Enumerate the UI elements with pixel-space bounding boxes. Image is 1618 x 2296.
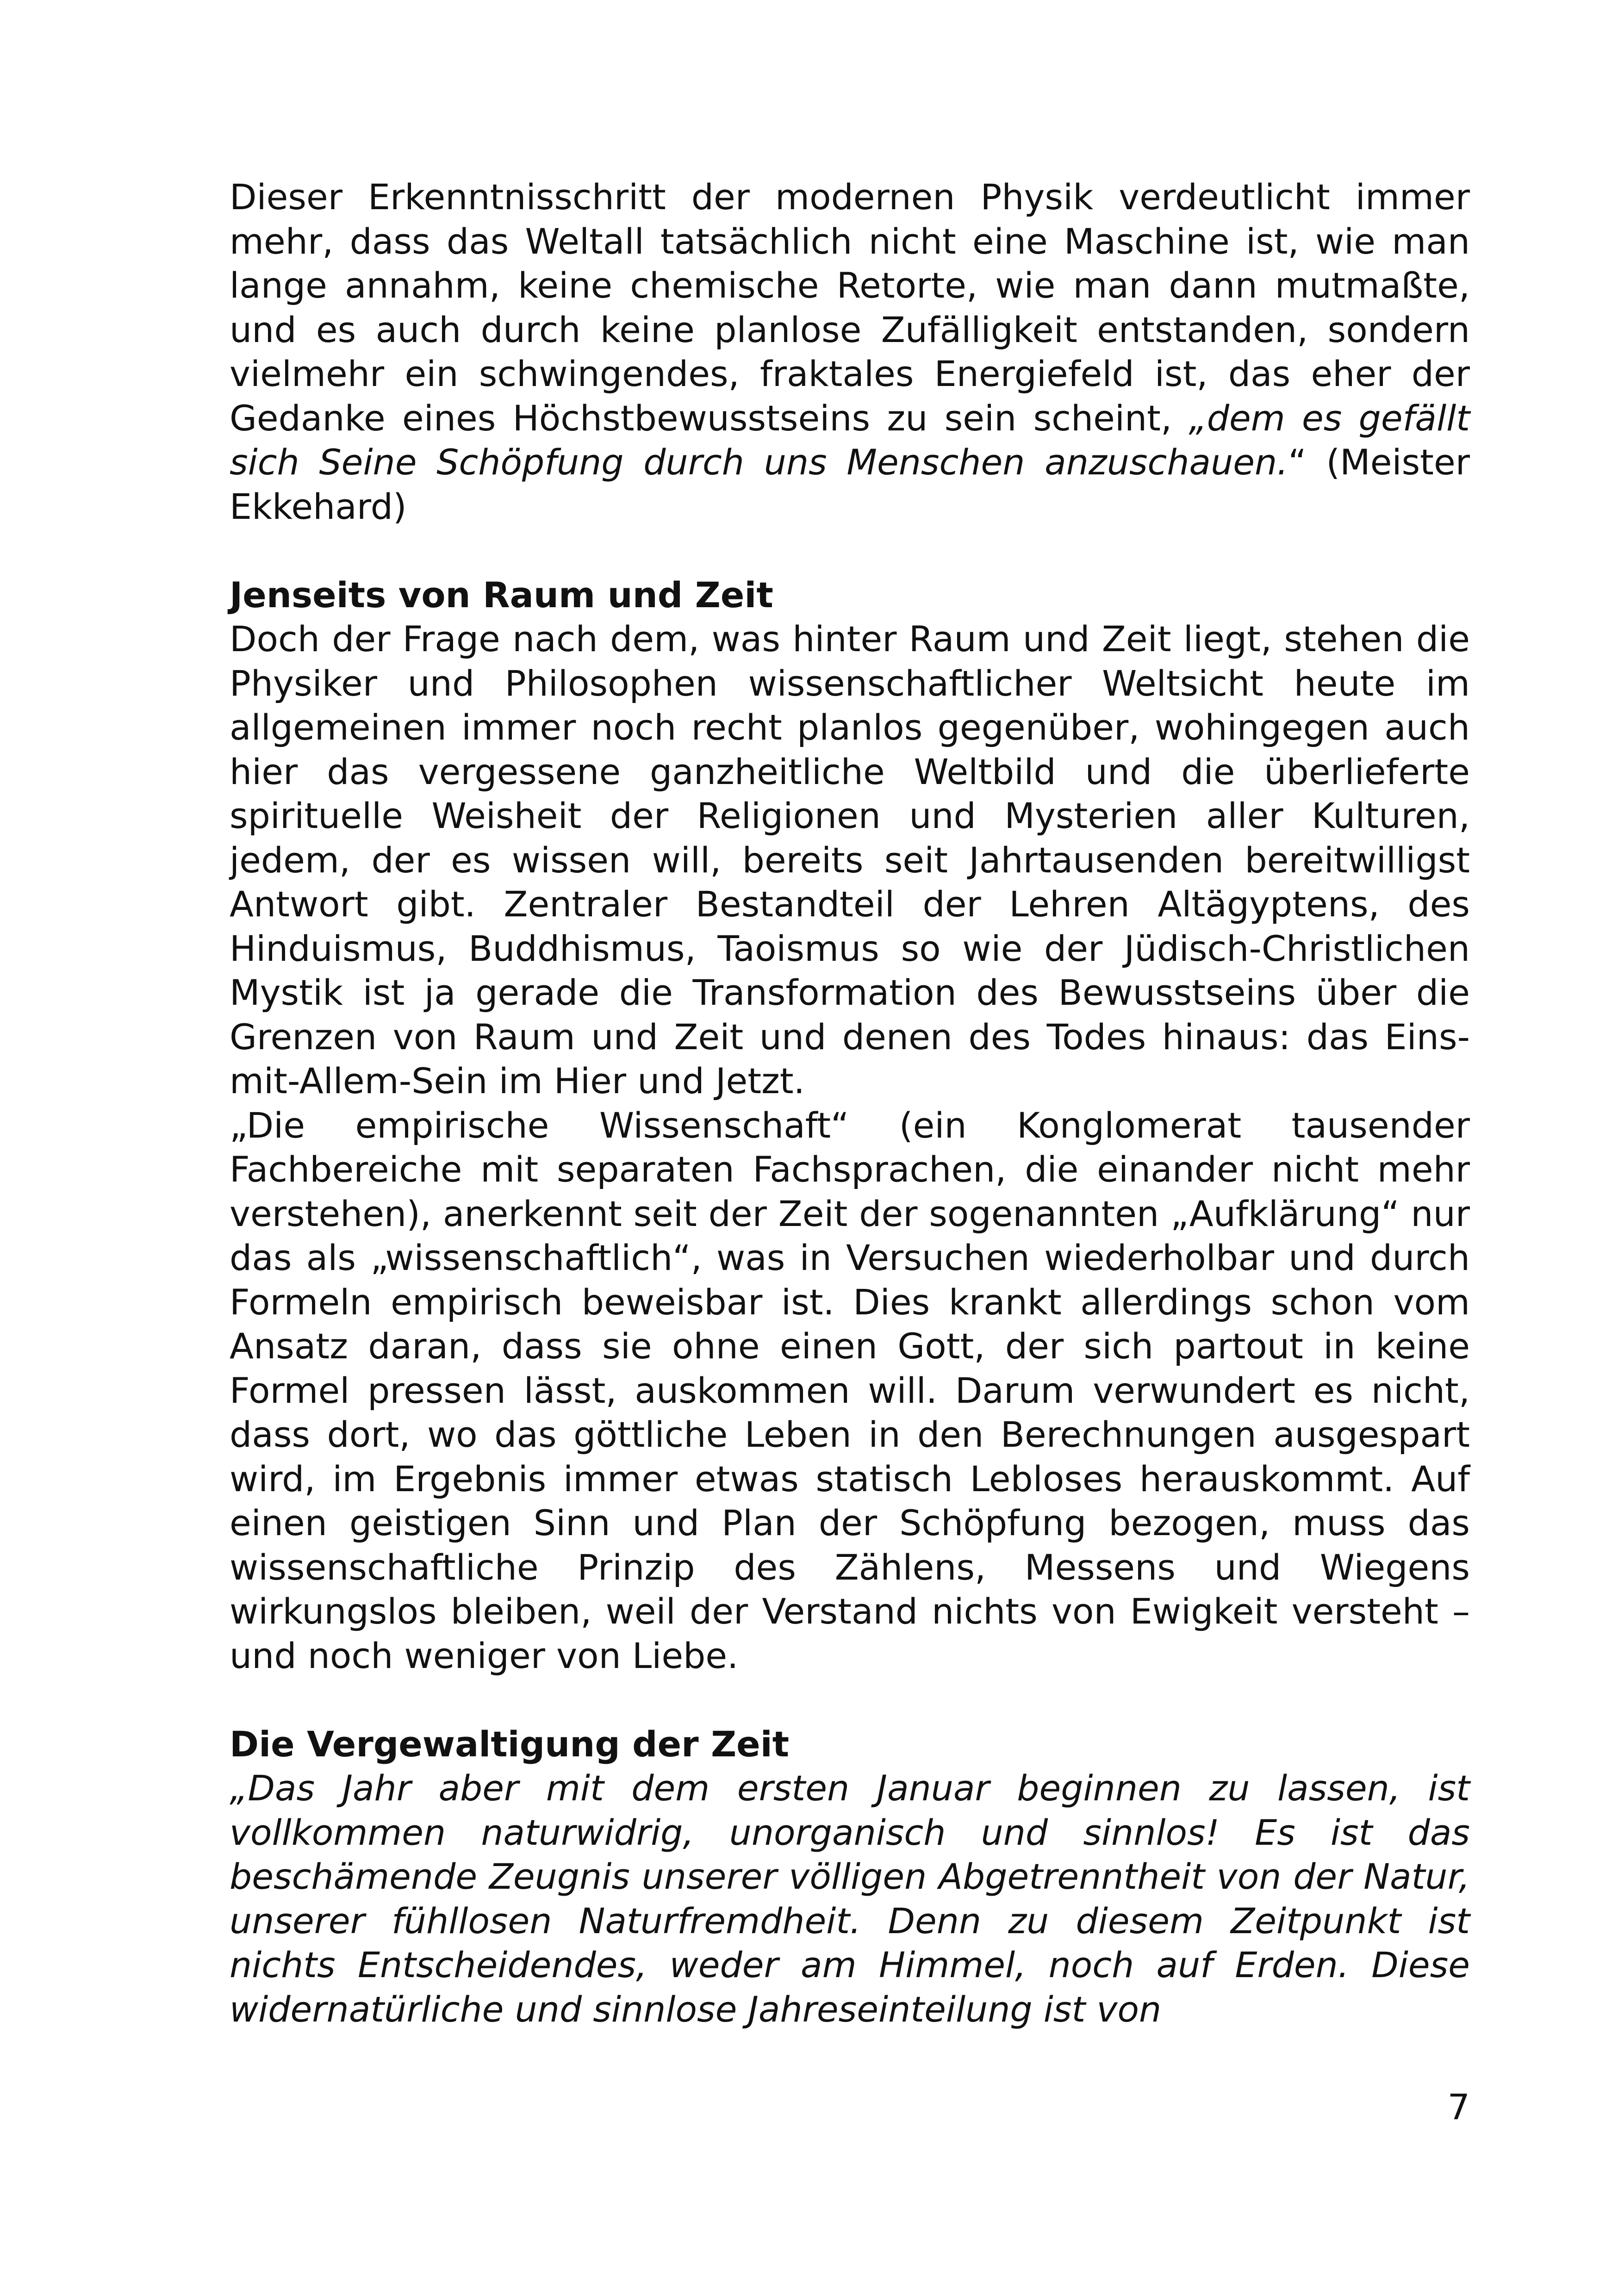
section-heading-time-violation: Die Vergewaltigung der Zeit bbox=[230, 1723, 790, 1765]
paragraph-spacer bbox=[230, 1678, 1470, 1722]
paragraph-spacer bbox=[230, 529, 1470, 573]
section-heading-space-time: Jenseits von Raum und Zeit bbox=[230, 574, 773, 616]
intro-text: Dieser Erkenntnisschritt der modernen Physik verdeutlicht immer mehr, dass das Weltall tatsächlich nicht eine Maschine ist, wie man lange annahm, keine chemische Retorte, wie man dann mutmaßte, und es auch durch keine planlose Zufälligkeit entstanden, sondern vielmehr ein schwingendes, fraktales Energiefeld ist, das eher der Gedanke eines Höchstbewusstseins zu sein scheint, bbox=[230, 176, 1470, 439]
eckhart-quote: „dem es gefällt sich Seine Schöpfung durch uns Menschen anzuschauen. bbox=[230, 397, 1470, 483]
intro-paragraph bbox=[230, 175, 1470, 529]
space-time-paragraph-1: Doch der Frage nach dem, was hinter Raum und Zeit liegt, stehen die Physiker und Philosophen wissenschaftlicher Weltsicht heute im allgemeinen immer noch recht planlos gegenüber, wohingegen auch hier das vergessene ganzheitliche Weltbild und die überlieferte spirituelle Weisheit der Religionen und Mysterien aller Kulturen, jedem, der es wissen will, bereits seit Jahrtausenden bereitwilligst Antwort gibt. Zentraler Bestandteil der Lehren Altägyptens, des Hinduismus, Buddhismus, Taoismus so wie der Jüdisch-Christlichen Mystik ist ja gerade die Transformation des Bewusstseins über die Grenzen von Raum und Zeit und denen des Todes hinaus: das Eins-mit-Allem-Sein im Hier und Jetzt. bbox=[230, 618, 1470, 1101]
page-content bbox=[230, 175, 1470, 2031]
calendar-quote-paragraph: „Das Jahr aber mit dem ersten Januar beginnen zu lassen, ist vollkommen naturwidrig, unorganisch und sinnlos! Es ist das beschämende Zeugnis unserer völligen Abgetrenntheit von der Natur, unserer fühllosen Naturfremdheit. Denn zu diesem Zeitpunkt ist nichts Entscheidendes, weder am Himmel, noch auf Erden. Diese widernatürliche und sinnlose Jahreseinteilung ist von bbox=[230, 1767, 1470, 2030]
page-number: 7 bbox=[1447, 2086, 1470, 2128]
quote-attribution: “ (Meister Ekkehard) bbox=[230, 442, 1470, 527]
space-time-paragraph-2: „Die empirische Wissenschaft“ (ein Konglomerat tausender Fachbereiche mit separaten Fachsprachen, die einander nicht mehr verstehen), anerkennt seit der Zeit der sogenannten „Aufklärung“ nur das als „wissenschaftlich“, was in Versuchen wiederholbar und durch Formeln empirisch beweisbar ist. Dies krankt allerdings schon vom Ansatz daran, dass sie ohne einen Gott, der sich partout in keine Formel pressen lässt, auskommen will. Darum verwundert es nicht, dass dort, wo das göttliche Leben in den Berechnungen ausgespart wird, im Ergebnis immer etwas statisch Lebloses herauskommt. Auf einen geistigen Sinn und Plan der Schöpfung bezogen, muss das wissenschaftliche Prinzip des Zählens, Messens und Wiegens wirkungslos bleiben, weil der Verstand nichts von Ewigkeit versteht – und noch weniger von Liebe. bbox=[230, 1104, 1470, 1676]
